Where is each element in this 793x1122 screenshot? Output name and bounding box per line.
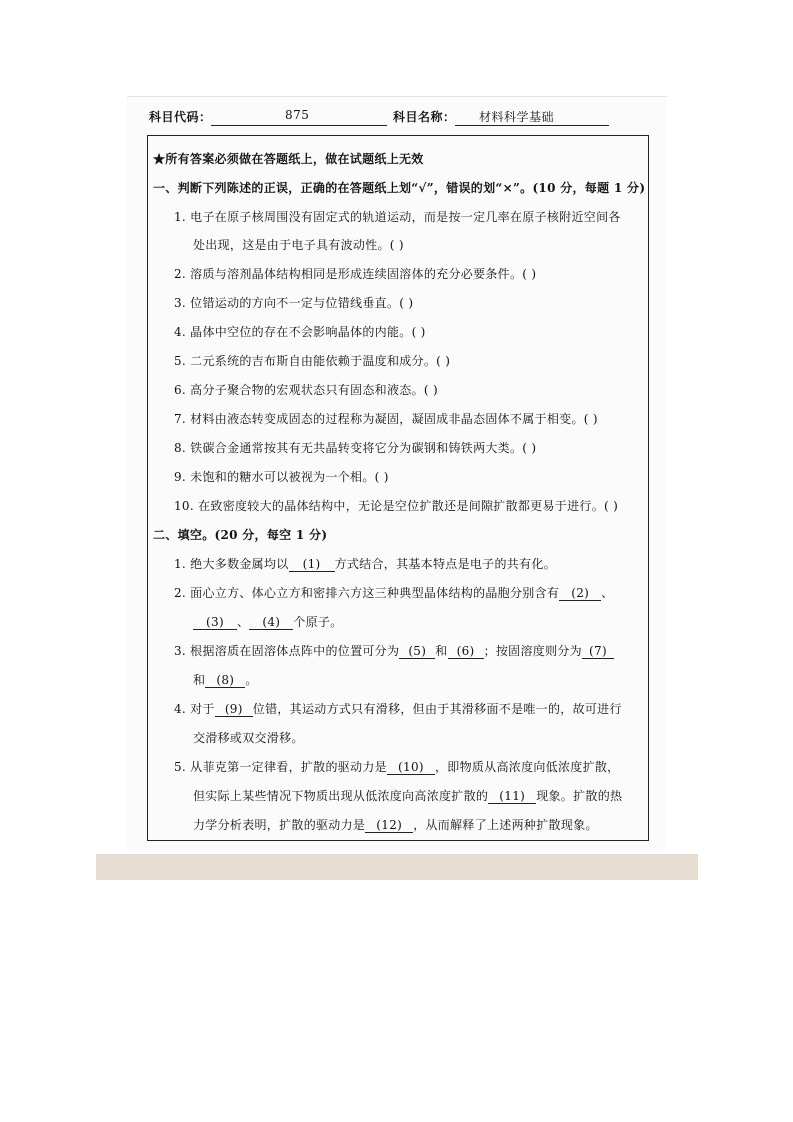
- judge-item: 4. 晶体中空位的存在不会影响晶体的内能。( ): [174, 325, 426, 339]
- name-underline: [455, 125, 609, 126]
- fill-question-5: 5. 从菲克第一定律看，扩散的驱动力是 (10) ，即物质从高浓度向低浓度扩散，: [174, 760, 620, 774]
- answer-blank: (11): [488, 789, 536, 804]
- answer-blank: (8): [205, 673, 245, 688]
- fill-question-5-cont: 但实际上某些情况下物质出现从低浓度向高浓度扩散的 (11) 现象。扩散的热: [193, 789, 623, 803]
- answer-blank: (9): [215, 702, 253, 717]
- judge-item: 8. 铁碳合金通常按其有无共晶转变将它分为碳钢和铸铁两大类。( ): [174, 441, 537, 455]
- fill-question-1: 1. 绝大多数金属均以 (1) 方式结合，其基本特点是电子的共有化。: [174, 557, 556, 571]
- answer-blank: (1): [289, 557, 335, 572]
- judge-item: 5. 二元系统的吉布斯自由能依赖于温度和成分。( ): [174, 354, 451, 368]
- fill-question-4-cont: 交滑移或双交滑移。: [193, 731, 304, 745]
- fill-question-4: 4. 对于 (9) 位错，其运动方式只有滑移，但由于其滑移面不是唯一的，故可进行: [174, 702, 622, 716]
- fill-question-3-cont: 和 (8) 。: [193, 673, 258, 687]
- answer-blank: (3): [193, 615, 237, 630]
- code-underline: [211, 125, 387, 126]
- fill-question-5-cont2: 力学分析表明，扩散的驱动力是 (12) ，从而解释了上述两种扩散现象。: [193, 818, 598, 832]
- subject-code-label: 科目代码：: [149, 110, 212, 124]
- judge-item: 6. 高分子聚合物的宏观状态只有固态和液态。( ): [174, 383, 438, 397]
- answer-blank: (10): [387, 760, 435, 775]
- section1-title: 一、判断下列陈述的正误，正确的在答题纸上划“√”，错误的划“×”。(10 分，每题 1 分): [153, 181, 646, 195]
- fill-question-2: 2. 面心立方、体心立方和密排六方这三种典型晶体结构的晶胞分别含有 (2) 、: [174, 586, 614, 600]
- judge-item-cont: 处出现，这是由于电子具有波动性。( ): [193, 238, 404, 252]
- judge-item: 3. 位错运动的方向不一定与位错线垂直。( ): [174, 296, 414, 310]
- judge-item: 7. 材料由液态转变成固态的过程称为凝固，凝固成非晶态固体不属于相变。( ): [174, 412, 598, 426]
- answer-blank: (5): [399, 644, 435, 659]
- notice-text: ★所有答案必须做在答题纸上，做在试题纸上无效: [153, 152, 424, 166]
- answer-blank: (6): [448, 644, 484, 659]
- fill-question-3: 3. 根据溶质在固溶体点阵中的位置可分为 (5) 和 (6) ；按固溶度则分为 (7): [174, 642, 614, 659]
- judge-item: 10. 在致密度较大的晶体结构中，无论是空位扩散还是间隙扩散都更易于进行。( ): [174, 499, 619, 513]
- subject-name-value: 材料科学基础: [479, 110, 555, 124]
- judge-item: 9. 未饱和的糖水可以被视为一个相。( ): [174, 470, 389, 484]
- answer-blank: (7): [582, 644, 614, 659]
- judge-item: 1. 电子在原子核周围没有固定式的轨道运动，而是按一定几率在原子核附近空间各: [174, 210, 621, 224]
- page-divider-band: [96, 854, 698, 880]
- subject-code-value: 875: [285, 108, 310, 122]
- subject-name-label: 科目名称：: [393, 110, 456, 124]
- exam-header: [149, 105, 649, 127]
- answer-blank: (2): [559, 586, 601, 601]
- judge-item: 2. 溶质与溶剂晶体结构相同是形成连续固溶体的充分必要条件。( ): [174, 267, 537, 281]
- exam-content-frame: [147, 135, 649, 841]
- answer-blank: (4): [249, 615, 293, 630]
- section2-title: 二、填空。(20 分，每空 1 分): [153, 528, 328, 542]
- scanned-exam-page: [127, 96, 667, 849]
- answer-blank: (12): [365, 818, 413, 833]
- fill-question-2-cont: (3) 、 (4) 个原子。: [193, 613, 343, 630]
